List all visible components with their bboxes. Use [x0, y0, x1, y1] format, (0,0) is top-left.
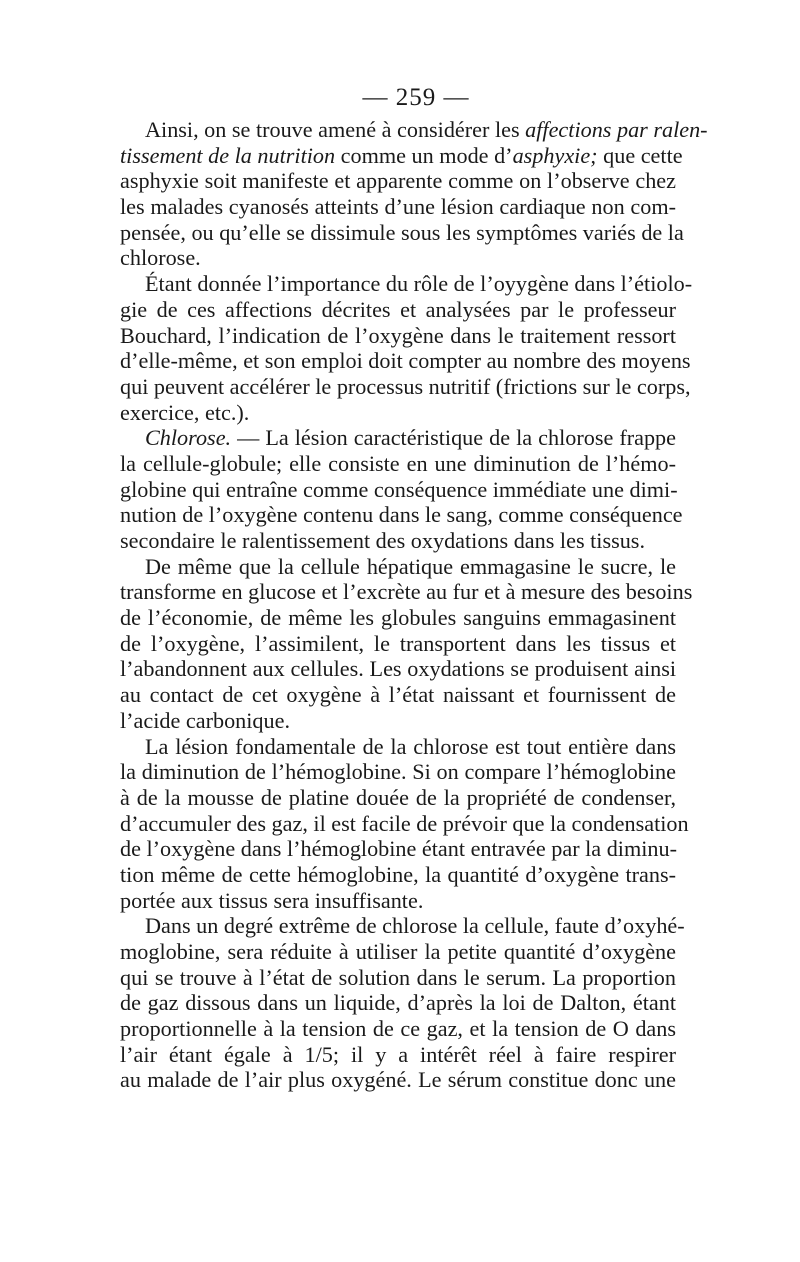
text-line	[120, 631, 676, 657]
text-segment: gie de ces affections décrites et analysées par le professeur	[120, 296, 676, 322]
text-segment: au malade de l’air plus oxygéné. Le sérum constitue donc une	[120, 1067, 676, 1093]
text-line	[120, 836, 676, 862]
italic-text: tissement de la nutrition	[120, 142, 336, 168]
text-segment: proportionnelle à la tension de ce gaz, et la tension de O dans	[120, 1016, 676, 1042]
text-line	[120, 605, 676, 631]
text-line	[120, 348, 691, 374]
text-segment: portée aux tissus sera insuffisante.	[120, 887, 424, 913]
text-line	[120, 682, 676, 708]
text-segment: de l’oxygène dans l’hémoglobine étant entravée par la diminu-	[120, 836, 677, 862]
italic-text: asphyxie;	[512, 142, 598, 168]
text-line	[120, 502, 683, 528]
text-line	[120, 528, 676, 554]
text-segment: — La lésion caractéristique de la chlorose frappe	[231, 425, 676, 451]
text-segment: comme un mode d’	[335, 142, 513, 168]
text-line	[120, 117, 708, 143]
text-segment: à de la mousse de platine douée de la propriété de condenser,	[120, 784, 676, 810]
text-line	[120, 708, 676, 734]
text-segment: chlorose.	[120, 245, 201, 271]
text-line	[120, 297, 676, 323]
text-line	[120, 400, 676, 426]
text-segment: de gaz dissous dans un liquide, d’après la loi de Dalton, étant	[120, 990, 676, 1016]
text-line	[120, 142, 683, 169]
text-segment: Bouchard, l’indication de l’oxygène dans le traitement ressort	[120, 322, 676, 348]
text-line	[120, 810, 689, 837]
text-segment: que cette	[597, 142, 683, 168]
text-segment: d’accumuler des gaz, il est facile de prévoir que la condensation	[120, 810, 689, 836]
text-line	[120, 245, 676, 271]
text-line	[120, 373, 691, 400]
text-segment: moglobine, sera réduite à utiliser la petite quantité d’oxygène	[120, 939, 676, 964]
text-segment: Ainsi, on se trouve amené à considérer les	[145, 117, 526, 142]
text-line	[120, 939, 676, 965]
text-segment: de l’oxygène, l’assimilent, le transportent dans les tissus et	[120, 630, 676, 656]
text-line	[120, 862, 676, 888]
text-segment: secondaire le ralentissement des oxydations dans les tissus.	[120, 528, 645, 553]
text-segment: transforme en glucose et l’excrète au fur et à mesure des besoins	[120, 579, 693, 605]
text-line	[120, 888, 676, 914]
text-line	[120, 477, 676, 503]
italic-text: Chlorose.	[145, 425, 232, 451]
text-segment: exercice, etc.).	[120, 399, 250, 425]
text-segment: la cellule-globule; elle consiste en une diminution de l’hémo-	[120, 450, 676, 476]
text-line	[120, 759, 676, 785]
text-line	[120, 913, 685, 939]
text-line	[120, 219, 684, 246]
body-text	[120, 117, 708, 1093]
text-segment: la diminution de l’hémoglobine. Si on compare l’hémoglobine	[120, 759, 676, 785]
text-line	[120, 734, 676, 760]
text-segment: Étant donnée l’importance du rôle de l’oyygène dans l’étiolo-	[145, 271, 693, 297]
text-line	[120, 656, 676, 682]
text-segment: La lésion fondamentale de la chlorose est tout entière dans	[145, 733, 676, 759]
text-segment: d’elle-même, et son emploi doit compter au nombre des moyens	[120, 348, 691, 374]
text-line	[120, 271, 693, 297]
text-line	[120, 990, 676, 1016]
text-line	[120, 579, 693, 605]
text-line	[120, 785, 676, 811]
text-line	[120, 451, 676, 477]
italic-text: affections par ralen-	[525, 117, 708, 142]
text-segment: les malades cyanosés atteints d’une lésion cardiaque non com-	[120, 194, 676, 220]
text-segment: l’acide carbonique.	[120, 707, 291, 733]
text-segment: l’abandonnent aux cellules. Les oxydations se produisent ainsi	[120, 656, 676, 682]
text-line	[120, 554, 676, 580]
text-segment: Dans un degré extrême de chlorose la cellule, faute d’oxyhé-	[145, 913, 685, 939]
page-number: — 259 —	[362, 84, 470, 111]
text-segment: globine qui entraîne comme conséquence immédiate une dimi-	[120, 476, 678, 502]
text-line	[120, 965, 676, 991]
text-segment: qui peuvent accélérer le processus nutritif (frictions sur le corps,	[120, 373, 691, 399]
text-line	[120, 323, 676, 349]
text-segment: tion même de cette hémoglobine, la quantité d’oxygène trans-	[120, 861, 676, 887]
text-segment: au contact de cet oxygène à l’état naissant et fournissent de	[120, 682, 676, 708]
text-segment: asphyxie soit manifeste et apparente comme on l’observe chez	[120, 168, 676, 194]
text-line	[120, 1016, 676, 1042]
text-line	[120, 168, 676, 194]
text-line	[120, 1067, 676, 1093]
text-line	[120, 425, 676, 451]
text-segment: De même que la cellule hépatique emmagasine le sucre, le	[145, 553, 676, 579]
text-line	[120, 1042, 676, 1068]
text-line	[120, 194, 676, 220]
text-segment: de l’économie, de même les globules sanguins emmagasinent	[120, 605, 676, 631]
text-segment: l’air étant égale à 1/5; il y a intérêt réel à faire respirer	[120, 1041, 676, 1067]
text-segment: pensée, ou qu’elle se dissimule sous les symptômes variés de la	[120, 219, 684, 245]
text-segment: nution de l’oxygène contenu dans le sang, comme conséquence	[120, 502, 683, 528]
text-segment: qui se trouve à l’état de solution dans le serum. La proportion	[120, 964, 676, 990]
